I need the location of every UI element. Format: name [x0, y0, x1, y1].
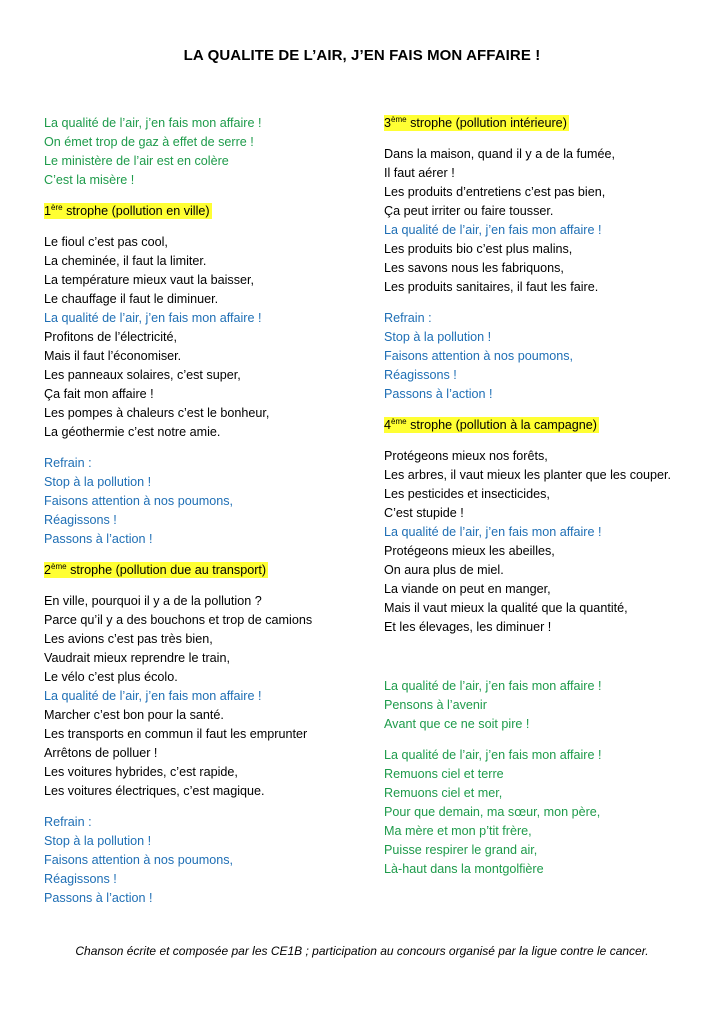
lyric-line: Là-haut dans la montgolfière [384, 862, 544, 876]
stanza [384, 309, 704, 404]
lyric-line: Réagissons ! [44, 513, 117, 527]
lyric-line: Refrain : [44, 456, 92, 470]
stanza [44, 454, 364, 549]
stanza [44, 813, 364, 908]
lyric-line: La qualité de l’air, j’en fais mon affaire ! [384, 223, 602, 237]
heading-highlight [44, 203, 212, 219]
lyric-line: Marcher c’est bon pour la santé. [44, 708, 224, 722]
stanza-number: 3 [384, 116, 392, 130]
lyric-line: La qualité de l’air, j’en fais mon affaire ! [384, 679, 602, 693]
lyric-line: Les pesticides et insecticides, [384, 487, 550, 501]
lyric-line: On émet trop de gaz à effet de serre ! [44, 135, 254, 149]
lyric-line: La qualité de l’air, j’en fais mon affaire ! [44, 311, 262, 325]
stanza-ordinal: ère [51, 203, 63, 212]
lyric-line: Ça fait mon affaire ! [44, 387, 154, 401]
stanza-number: 2 [44, 563, 52, 577]
lyric-line: Stop à la pollution ! [44, 834, 152, 848]
stanza [44, 592, 364, 801]
lyric-line: La qualité de l’air, j’en fais mon affaire ! [384, 525, 602, 539]
stanza-ordinal: ème [391, 417, 407, 426]
lyric-line: La géothermie c’est notre amie. [44, 425, 221, 439]
lyric-line: Et les élevages, les diminuer ! [384, 620, 552, 634]
lyric-line: Les savons nous les fabriquons, [384, 261, 564, 275]
lyric-line: Ça peut irriter ou faire tousser. [384, 204, 554, 218]
lyric-line: Ma mère et mon p’tit frère, [384, 824, 532, 838]
right-column [384, 114, 704, 891]
lyric-line: C’est la misère ! [44, 173, 135, 187]
lyric-line: Les panneaux solaires, c’est super, [44, 368, 241, 382]
lyric-line: Refrain : [384, 311, 432, 325]
lyric-line: Vaudrait mieux reprendre le train, [44, 651, 230, 665]
stanza-number: 1 [44, 204, 52, 218]
stanza-title: strophe (pollution due au transport) [66, 563, 267, 577]
stanza [384, 447, 704, 637]
lyric-line: Les voitures hybrides, c’est rapide, [44, 765, 238, 779]
lyric-line: Remuons ciel et mer, [384, 786, 503, 800]
lyric-line: Refrain : [44, 815, 92, 829]
lyric-line: La température mieux vaut la baisser, [44, 273, 255, 287]
lyric-line: Arrêtons de polluer ! [44, 746, 158, 760]
lyric-line: Parce qu’il y a des bouchons et trop de camions [44, 613, 313, 627]
stanza-title: strophe (pollution en ville) [62, 204, 210, 218]
stanza-ordinal: ème [51, 562, 67, 571]
spacer [384, 649, 704, 677]
lyric-line: La cheminée, il faut la limiter. [44, 254, 207, 268]
lyric-line: Le fioul c’est pas cool, [44, 235, 168, 249]
lyric-line: Les avions c’est pas très bien, [44, 632, 213, 646]
lyric-line: Passons à l’action ! [44, 532, 153, 546]
lyric-line: Faisons attention à nos poumons, [384, 349, 574, 363]
heading-highlight [44, 562, 268, 578]
stanza-heading [384, 114, 704, 133]
lyric-line: Les voitures électriques, c’est magique. [44, 784, 265, 798]
stanza [384, 145, 704, 297]
heading-highlight [384, 417, 599, 433]
lyric-line: Dans la maison, quand il y a de la fumée, [384, 147, 616, 161]
lyric-line: Faisons attention à nos poumons, [44, 853, 234, 867]
lyric-line: Les produits d’entretiens c’est pas bien, [384, 185, 606, 199]
stanza-heading [384, 416, 704, 435]
stanza-heading [44, 202, 364, 221]
stanza [384, 677, 704, 734]
lyric-line: Le chauffage il faut le diminuer. [44, 292, 219, 306]
lyric-line: Les arbres, il vaut mieux les planter que les couper. [384, 468, 672, 482]
lyric-line: Pensons à l’avenir [384, 698, 487, 712]
lyric-line: Le vélo c’est plus écolo. [44, 670, 178, 684]
lyric-line: Passons à l’action ! [384, 387, 493, 401]
lyric-line: Réagissons ! [44, 872, 117, 886]
stanza [384, 746, 704, 879]
lyric-line: Les produits sanitaires, il faut les faire. [384, 280, 599, 294]
lyric-line: La qualité de l’air, j’en fais mon affaire ! [384, 748, 602, 762]
lyric-line: Mais il faut l’économiser. [44, 349, 182, 363]
left-column [44, 114, 364, 920]
lyric-line: Protégeons mieux les abeilles, [384, 544, 555, 558]
lyric-line: Les pompes à chaleurs c’est le bonheur, [44, 406, 270, 420]
lyric-line: Le ministère de l’air est en colère [44, 154, 229, 168]
stanza-number: 4 [384, 418, 392, 432]
stanza-heading [44, 561, 364, 580]
lyric-line: Stop à la pollution ! [384, 330, 492, 344]
lyric-line: Protégeons mieux nos forêts, [384, 449, 548, 463]
stanza-title: strophe (pollution à la campagne) [406, 418, 597, 432]
lyric-line: Il faut aérer ! [384, 166, 455, 180]
lyric-line: On aura plus de miel. [384, 563, 504, 577]
lyric-line: Profitons de l’électricité, [44, 330, 177, 344]
page-title: LA QUALITE DE L’AIR, J’EN FAIS MON AFFAIRE ! [183, 47, 541, 64]
lyric-line: Passons à l’action ! [44, 891, 153, 905]
heading-highlight [384, 115, 569, 131]
lyric-line: Réagissons ! [384, 368, 457, 382]
lyric-line: C’est stupide ! [384, 506, 464, 520]
stanza [44, 114, 364, 190]
lyric-line: En ville, pourquoi il y a de la pollution ? [44, 594, 262, 608]
lyric-line: Faisons attention à nos poumons, [44, 494, 234, 508]
lyric-line: Les transports en commun il faut les emprunter [44, 727, 308, 741]
stanza [44, 233, 364, 442]
footer-credit: Chanson écrite et composée par les CE1B ; participation au concours organisé par la ligue contre le cancer. [75, 944, 649, 958]
lyric-line: Remuons ciel et terre [384, 767, 504, 781]
lyric-line: La qualité de l’air, j’en fais mon affaire ! [44, 689, 262, 703]
stanza-title: strophe (pollution intérieure) [406, 116, 567, 130]
lyric-line: Pour que demain, ma sœur, mon père, [384, 805, 601, 819]
lyric-line: Puisse respirer le grand air, [384, 843, 538, 857]
lyric-line: Avant que ce ne soit pire ! [384, 717, 530, 731]
lyric-line: La qualité de l’air, j’en fais mon affaire ! [44, 116, 262, 130]
lyric-line: Stop à la pollution ! [44, 475, 152, 489]
stanza-ordinal: ème [391, 115, 407, 124]
lyric-line: Les produits bio c’est plus malins, [384, 242, 573, 256]
lyric-line: La viande on peut en manger, [384, 582, 551, 596]
lyric-line: Mais il vaut mieux la qualité que la quantité, [384, 601, 628, 615]
